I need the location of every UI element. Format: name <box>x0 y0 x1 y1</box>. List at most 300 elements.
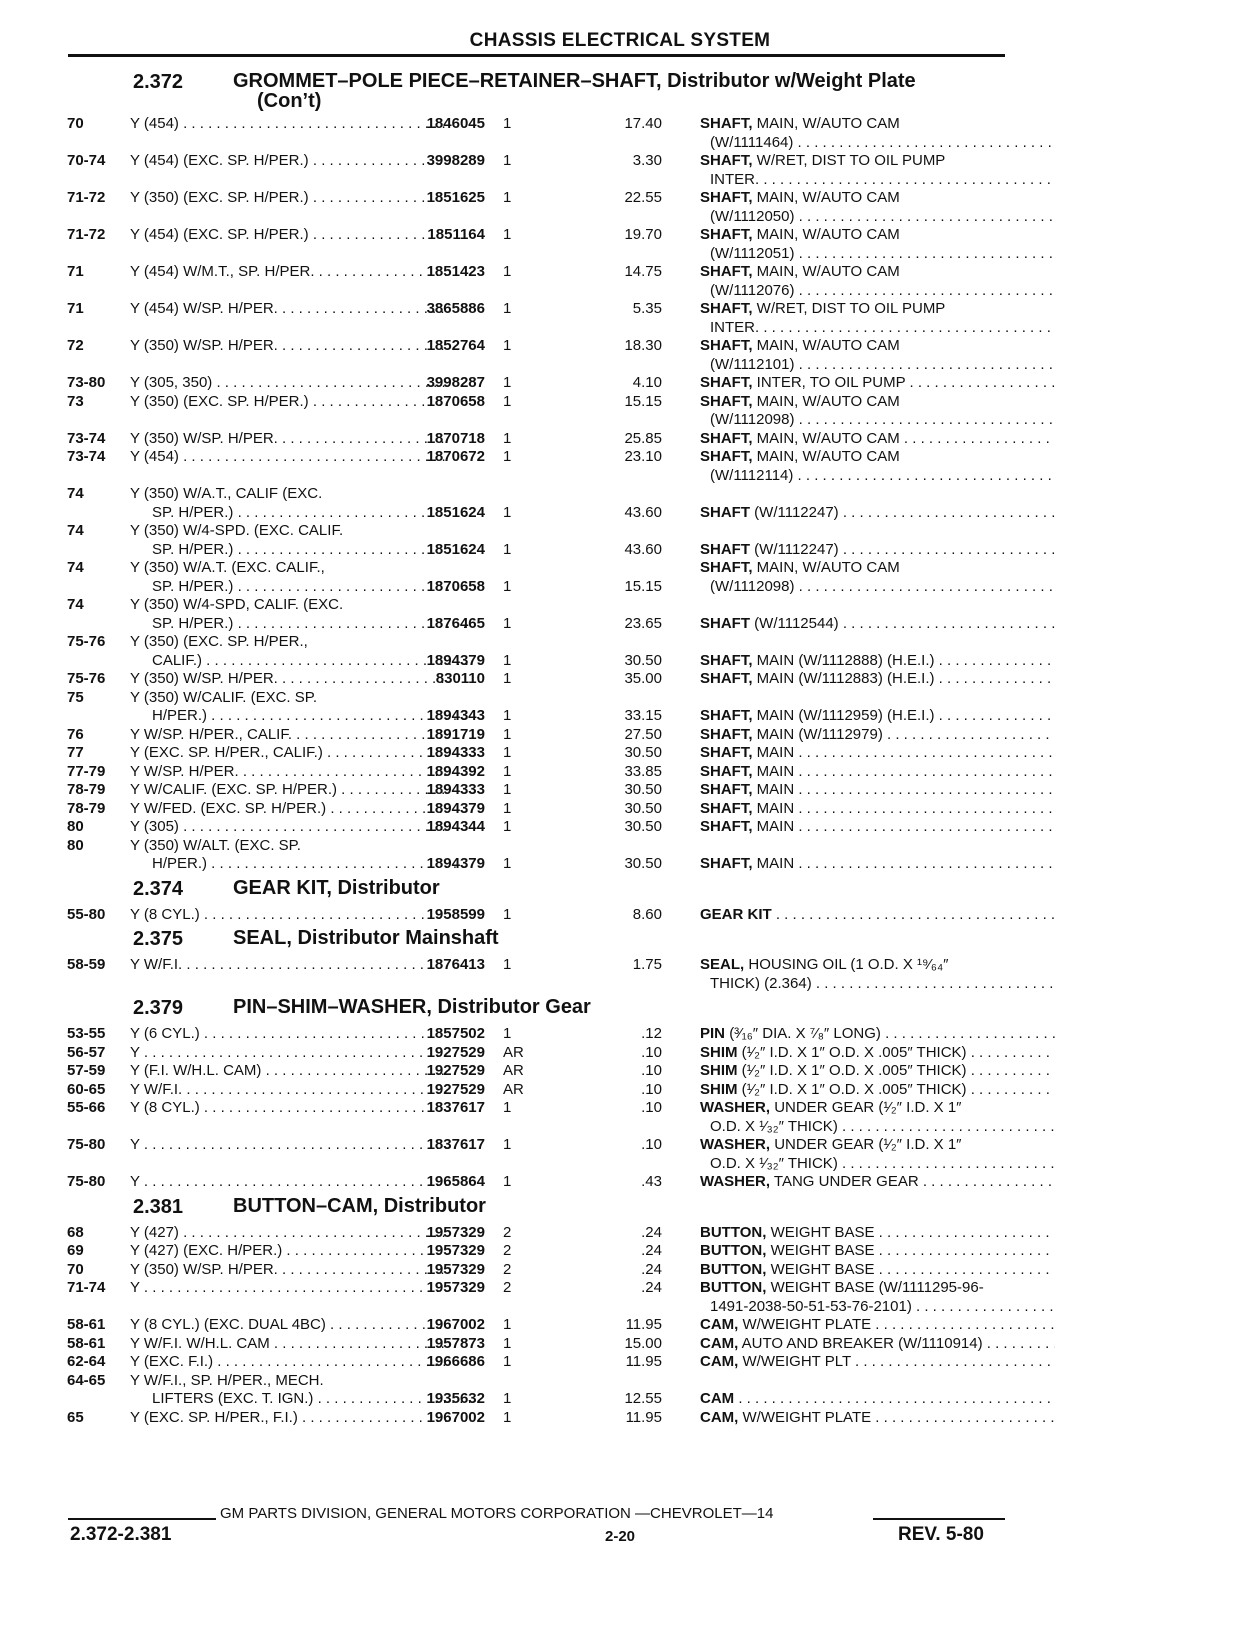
model-year: 71-74 <box>67 1279 106 1296</box>
quantity: 1 <box>503 1099 512 1116</box>
part-description <box>700 1062 1055 1081</box>
part-description <box>700 906 1055 925</box>
part-number: 1837617 <box>426 1099 485 1116</box>
application <box>130 430 448 449</box>
model-year: 75-76 <box>67 633 106 650</box>
description-line-1 <box>700 393 1055 412</box>
quantity: 1 <box>503 1390 512 1407</box>
quantity: 1 <box>503 540 512 558</box>
description-text: W/WEIGHT PLATE <box>742 1408 872 1426</box>
part-description <box>700 1390 1055 1409</box>
part-number: 1894392 <box>426 762 485 780</box>
part-number: 1876465 <box>426 614 485 632</box>
description-text: MAIN <box>756 781 795 798</box>
description-line-2 <box>700 319 1055 338</box>
application-text: Y W/F.I. <box>130 956 183 973</box>
part-number: 1894379 <box>426 651 485 669</box>
model-year: 72 <box>67 337 84 354</box>
description-keyword: SHAFT, <box>700 263 753 280</box>
price: 12.55 <box>624 1390 662 1407</box>
application-line-1: Y (350) W/A.T. (EXC. CALIF., <box>130 559 325 576</box>
table-row <box>55 1224 1015 1243</box>
application-text: Y (454) (EXC. SP. H/PER.) <box>130 152 309 169</box>
description-keyword: GEAR KIT <box>700 905 772 923</box>
part-number: 1927529 <box>426 1080 485 1098</box>
model-year: 69 <box>67 1242 84 1259</box>
description-line-1 <box>700 763 1055 782</box>
application <box>130 189 448 208</box>
model-year: 73-74 <box>67 429 106 447</box>
table-row <box>55 189 1015 226</box>
description-line-1 <box>700 337 1055 356</box>
description-text: (W/1112544) <box>754 614 839 632</box>
application-text: SP. H/PER.) <box>152 503 234 521</box>
footer-rule-left <box>68 1518 216 1520</box>
description-keyword: SHAFT <box>700 614 750 632</box>
application-text: Y W/FED. (EXC. SP. H/PER.) <box>130 799 327 817</box>
application-text: Y <box>130 1279 140 1296</box>
price: 14.75 <box>624 263 662 280</box>
part-number: 1876413 <box>426 956 485 973</box>
part-description <box>700 1409 1055 1428</box>
model-year: 75-76 <box>67 670 106 687</box>
quantity: 2 <box>503 1260 512 1278</box>
part-number: 3998287 <box>426 374 485 391</box>
description-line-2 <box>700 975 1055 994</box>
section-title <box>233 928 1023 948</box>
description-line-1 <box>700 1390 1055 1409</box>
description-keyword: CAM, <box>700 1408 739 1426</box>
quantity: 1 <box>503 1173 512 1190</box>
description-line-1 <box>700 670 1055 689</box>
application-text: SP. H/PER.) <box>152 577 234 595</box>
table-row <box>55 1335 1015 1354</box>
description-line-2 <box>700 208 1055 227</box>
description-line-1 <box>700 1242 1055 1261</box>
description-text: MAIN <box>756 855 795 872</box>
price: 23.10 <box>624 448 662 465</box>
part-description <box>700 559 1055 596</box>
description-line-1 <box>700 818 1055 837</box>
part-number: 1957873 <box>426 1334 485 1352</box>
description-line-2 <box>700 1155 1055 1174</box>
application <box>130 152 448 171</box>
model-year: 80 <box>67 818 84 835</box>
description-text: (¹⁄₂″ I.D. X 1″ O.D. X .005″ THICK) <box>741 1043 967 1061</box>
price: 8.60 <box>632 905 662 923</box>
table-row <box>55 430 1015 449</box>
model-year: 75 <box>67 688 84 706</box>
description-line-1 <box>700 1044 1055 1063</box>
model-year: 78-79 <box>67 781 106 798</box>
table-row <box>55 689 1015 726</box>
table-row <box>55 337 1015 374</box>
price: 43.60 <box>624 503 662 521</box>
table-row <box>55 1062 1015 1081</box>
table-row <box>55 1044 1015 1063</box>
description-text: (W/1112098) <box>710 411 795 428</box>
quantity: 1 <box>503 115 512 132</box>
price: 23.65 <box>624 614 662 632</box>
model-year: 74 <box>67 522 84 539</box>
application-text: Y (F.I. W/H.L. CAM) <box>130 1062 262 1079</box>
section-title <box>233 878 1023 898</box>
quantity: 1 <box>503 651 512 669</box>
description-text: MAIN, W/AUTO CAM <box>756 392 900 410</box>
application <box>130 726 448 745</box>
description-line-1 <box>700 1062 1055 1081</box>
description-keyword: SHAFT, <box>700 799 753 817</box>
part-description <box>700 1242 1055 1261</box>
part-number: 1852764 <box>426 337 485 354</box>
quantity: 1 <box>503 799 512 817</box>
part-number: 1894344 <box>426 818 485 835</box>
quantity: 1 <box>503 189 512 206</box>
price: 30.50 <box>624 799 662 817</box>
application-text: Y (350) (EXC. SP. H/PER.) <box>130 189 309 206</box>
model-year: 77-79 <box>67 762 106 780</box>
description-text: (W/1112098) <box>710 577 795 595</box>
part-number: 1851164 <box>427 226 485 243</box>
description-line-1 <box>700 430 1055 449</box>
application-text: Y (427) <box>130 1223 179 1241</box>
application <box>130 1335 448 1354</box>
application-text: Y W/CALIF. (EXC. SP. H/PER.) <box>130 781 337 798</box>
application <box>130 1062 448 1081</box>
description-line-2 <box>700 578 1055 597</box>
description-text: MAIN (W/1112979) <box>756 725 883 743</box>
table-row <box>55 1261 1015 1280</box>
table-row <box>55 1136 1015 1173</box>
table-row <box>55 1081 1015 1100</box>
description-keyword: SHAFT, <box>700 115 753 132</box>
part-description <box>700 393 1055 430</box>
part-number: 1846045 <box>426 115 485 132</box>
part-description <box>700 541 1055 560</box>
table-row <box>55 818 1015 837</box>
description-line-2 <box>700 1118 1055 1137</box>
application-text: Y (350) W/SP. H/PER. <box>130 337 278 354</box>
part-description <box>700 1099 1055 1136</box>
application <box>130 393 448 412</box>
table-row <box>55 1409 1015 1428</box>
application-text: Y (8 CYL.) <box>130 905 200 923</box>
description-keyword: SHAFT, <box>700 392 753 410</box>
application-line-1: Y (350) W/ALT. (EXC. SP. <box>130 836 301 854</box>
model-year: 58-61 <box>67 1334 106 1352</box>
description-keyword: SHAFT, <box>700 725 753 743</box>
section-subtitle: (Con’t) <box>257 90 322 112</box>
footer-revision: REV. 5-80 <box>898 1524 984 1545</box>
description-text: MAIN <box>756 762 795 780</box>
description-line-1 <box>700 1353 1055 1372</box>
application <box>130 781 448 800</box>
price: 5.35 <box>632 300 662 317</box>
description-keyword: SHAFT, <box>700 559 753 576</box>
quantity: 1 <box>503 503 512 521</box>
description-text: UNDER GEAR (¹⁄₂″ I.D. X 1″ <box>774 1099 962 1116</box>
part-description <box>700 1316 1055 1335</box>
price: .12 <box>641 1025 662 1042</box>
quantity: AR <box>503 1043 524 1061</box>
application <box>130 1316 448 1335</box>
description-line-1 <box>700 800 1055 819</box>
description-text: (W/1111464) <box>710 133 794 151</box>
part-description <box>700 430 1055 449</box>
description-keyword: BUTTON, <box>700 1279 767 1296</box>
application-text: Y (305) <box>130 818 179 835</box>
description-text: MAIN, W/AUTO CAM <box>756 115 900 132</box>
application-text: Y <box>130 1173 140 1190</box>
quantity: 1 <box>503 1408 512 1426</box>
model-year: 70 <box>67 115 84 132</box>
part-number: 1927529 <box>426 1062 485 1079</box>
description-text: WEIGHT BASE (W/1111295-96- <box>770 1279 984 1296</box>
part-number: 1837617 <box>426 1136 485 1153</box>
model-year: 53-55 <box>67 1025 106 1042</box>
application <box>130 1025 448 1044</box>
application <box>130 1044 448 1063</box>
model-year: 56-57 <box>67 1043 106 1061</box>
price: 3.30 <box>632 152 662 169</box>
application-text: Y (454) W/M.T., SP. H/PER. <box>130 263 315 280</box>
description-line-1 <box>700 374 1055 393</box>
part-description <box>700 956 1055 993</box>
description-line-1 <box>700 726 1055 745</box>
model-year: 71-72 <box>67 226 106 243</box>
description-text: (W/1112247) <box>754 503 839 521</box>
part-description <box>700 152 1055 189</box>
description-line-1 <box>700 615 1055 634</box>
part-number: 1851624 <box>426 540 485 558</box>
description-keyword: WASHER, <box>700 1173 771 1190</box>
application <box>130 1279 448 1298</box>
quantity: 1 <box>503 670 512 687</box>
part-number: 1894333 <box>426 781 485 798</box>
description-keyword: SHAFT, <box>700 226 753 243</box>
price: 4.10 <box>632 374 662 391</box>
description-line-1 <box>700 906 1055 925</box>
quantity: 1 <box>503 614 512 632</box>
description-keyword: SHAFT, <box>700 818 753 835</box>
part-description <box>700 1025 1055 1044</box>
table-row <box>55 1173 1015 1192</box>
application <box>130 763 448 782</box>
price: .10 <box>641 1062 662 1079</box>
description-keyword: SHAFT, <box>700 744 753 761</box>
description-keyword: SHAFT, <box>700 300 753 317</box>
price: 15.00 <box>624 1334 662 1352</box>
model-year: 58-59 <box>67 956 106 973</box>
description-text: (W/1112051) <box>710 244 795 262</box>
section-number: 2.372 <box>133 71 184 93</box>
description-text: W/WEIGHT PLT <box>742 1353 851 1370</box>
quantity: 1 <box>503 818 512 835</box>
application <box>130 300 448 319</box>
table-row <box>55 906 1015 925</box>
description-text: (W/1112114) <box>710 466 794 484</box>
description-keyword: CAM, <box>700 1334 739 1352</box>
table-row <box>55 115 1015 152</box>
part-number: 1891719 <box>426 725 485 743</box>
description-text: THICK) (2.364) <box>710 974 812 992</box>
part-description <box>700 374 1055 393</box>
table-row <box>55 1099 1015 1136</box>
price: .43 <box>641 1173 662 1190</box>
price: .10 <box>641 1043 662 1061</box>
part-number: 1965864 <box>426 1173 485 1190</box>
description-keyword: SHAFT, <box>700 189 753 206</box>
application-text: Y (350) W/SP. H/PER. <box>130 670 278 687</box>
section-heading <box>55 1192 1015 1224</box>
description-text: (W/1112101) <box>710 355 795 373</box>
model-year: 75-80 <box>67 1173 106 1190</box>
section-number: 2.381 <box>133 1195 184 1218</box>
description-text: O.D. X ¹⁄₃₂″ THICK) <box>710 1154 838 1172</box>
description-line-1 <box>700 448 1055 467</box>
part-description <box>700 263 1055 300</box>
table-row <box>55 300 1015 337</box>
application <box>130 956 448 975</box>
description-line-1 <box>700 189 1055 208</box>
description-keyword: SHAFT, <box>700 670 753 687</box>
price: .24 <box>641 1279 662 1296</box>
description-keyword: SHAFT <box>700 540 750 558</box>
table-row <box>55 800 1015 819</box>
table-row <box>55 781 1015 800</box>
part-description <box>700 744 1055 763</box>
part-number: 3998289 <box>426 152 485 169</box>
application <box>130 800 448 819</box>
application <box>130 744 448 763</box>
price: 19.70 <box>624 226 662 243</box>
table-row <box>55 726 1015 745</box>
section-heading <box>55 924 1015 956</box>
section-title <box>233 1196 1023 1216</box>
part-number: 1957329 <box>426 1223 485 1241</box>
section-title-text: GROMMET–POLE PIECE–RETAINER–SHAFT, Distributor w/Weight Plate <box>233 70 916 92</box>
application <box>130 226 448 245</box>
part-description <box>700 115 1055 152</box>
application-text: Y (8 CYL.) (EXC. DUAL 4BC) <box>130 1316 326 1333</box>
table-row <box>55 226 1015 263</box>
description-keyword: WASHER, <box>700 1136 771 1153</box>
model-year: 68 <box>67 1223 84 1241</box>
description-line-1 <box>700 1173 1055 1192</box>
price: .10 <box>641 1080 662 1098</box>
quantity: 1 <box>503 429 512 447</box>
application-text: Y (EXC. SP. H/PER., CALIF.) <box>130 744 323 761</box>
description-line-2 <box>700 134 1055 153</box>
part-description <box>700 226 1055 263</box>
application-text: Y (8 CYL.) <box>130 1099 200 1116</box>
description-text: MAIN, W/AUTO CAM <box>756 559 900 576</box>
quantity: 1 <box>503 1025 512 1042</box>
description-keyword: SHIM <box>700 1080 738 1098</box>
part-number: 1894379 <box>426 855 485 872</box>
description-keyword: SHAFT, <box>700 374 753 391</box>
section-number: 2.374 <box>133 877 184 900</box>
table-row <box>55 263 1015 300</box>
part-description <box>700 726 1055 745</box>
description-text: MAIN, W/AUTO CAM <box>756 337 900 354</box>
quantity: 1 <box>503 226 512 243</box>
price: .10 <box>641 1136 662 1153</box>
description-text: TANG UNDER GEAR <box>773 1173 919 1190</box>
description-line-1 <box>700 1081 1055 1100</box>
application-text: Y (454) <box>130 115 179 132</box>
part-number: 1870658 <box>426 577 485 595</box>
price: 25.85 <box>624 429 662 447</box>
description-line-1 <box>700 1261 1055 1280</box>
part-description <box>700 300 1055 337</box>
part-number: 1870658 <box>426 392 485 410</box>
part-number: 1957329 <box>426 1242 485 1259</box>
description-keyword: SHAFT, <box>700 762 753 780</box>
description-keyword: SHAFT, <box>700 448 753 465</box>
price: .24 <box>641 1260 662 1278</box>
table-row <box>55 1372 1015 1409</box>
application-line-1: Y (350) W/4-SPD, CALIF. (EXC. <box>130 596 344 613</box>
description-line-1 <box>700 226 1055 245</box>
description-line-2 <box>700 245 1055 264</box>
application-text: Y (454) <box>130 448 179 465</box>
application-text: SP. H/PER.) <box>152 614 234 632</box>
description-line-2 <box>700 171 1055 190</box>
part-description <box>700 1044 1055 1063</box>
price: .10 <box>641 1099 662 1116</box>
part-description <box>700 1224 1055 1243</box>
part-number: 830110 <box>435 670 485 687</box>
section-number: 2.379 <box>133 997 184 1019</box>
description-line-1 <box>700 1025 1055 1044</box>
description-line-1 <box>700 115 1055 134</box>
price: 18.30 <box>624 337 662 354</box>
quantity: 1 <box>503 263 512 280</box>
part-description <box>700 855 1055 874</box>
part-description <box>700 1136 1055 1173</box>
price: .24 <box>641 1223 662 1241</box>
application <box>130 1173 448 1192</box>
quantity: 1 <box>503 1316 512 1333</box>
model-year: 71 <box>67 300 84 317</box>
model-year: 62-64 <box>67 1353 106 1370</box>
description-keyword: SHIM <box>700 1043 738 1061</box>
part-description <box>700 615 1055 634</box>
model-year: 73-80 <box>67 374 106 391</box>
description-text: MAIN <box>756 799 795 817</box>
application <box>130 670 448 689</box>
part-description <box>700 1261 1055 1280</box>
model-year: 65 <box>67 1408 84 1426</box>
part-number: 1958599 <box>426 905 485 923</box>
section-heading <box>55 67 1015 115</box>
part-number: 1894379 <box>426 799 485 817</box>
application <box>130 1136 448 1155</box>
part-description <box>700 781 1055 800</box>
table-row <box>55 956 1015 993</box>
description-text: MAIN, W/AUTO CAM <box>756 226 900 243</box>
description-keyword: SHAFT <box>700 503 750 521</box>
quantity: 1 <box>503 1136 512 1153</box>
model-year: 57-59 <box>67 1062 106 1079</box>
table-row <box>55 596 1015 633</box>
quantity: 1 <box>503 781 512 798</box>
description-keyword: WASHER, <box>700 1099 771 1116</box>
model-year: 75-80 <box>67 1136 106 1153</box>
description-line-2 <box>700 356 1055 375</box>
description-line-1 <box>700 781 1055 800</box>
